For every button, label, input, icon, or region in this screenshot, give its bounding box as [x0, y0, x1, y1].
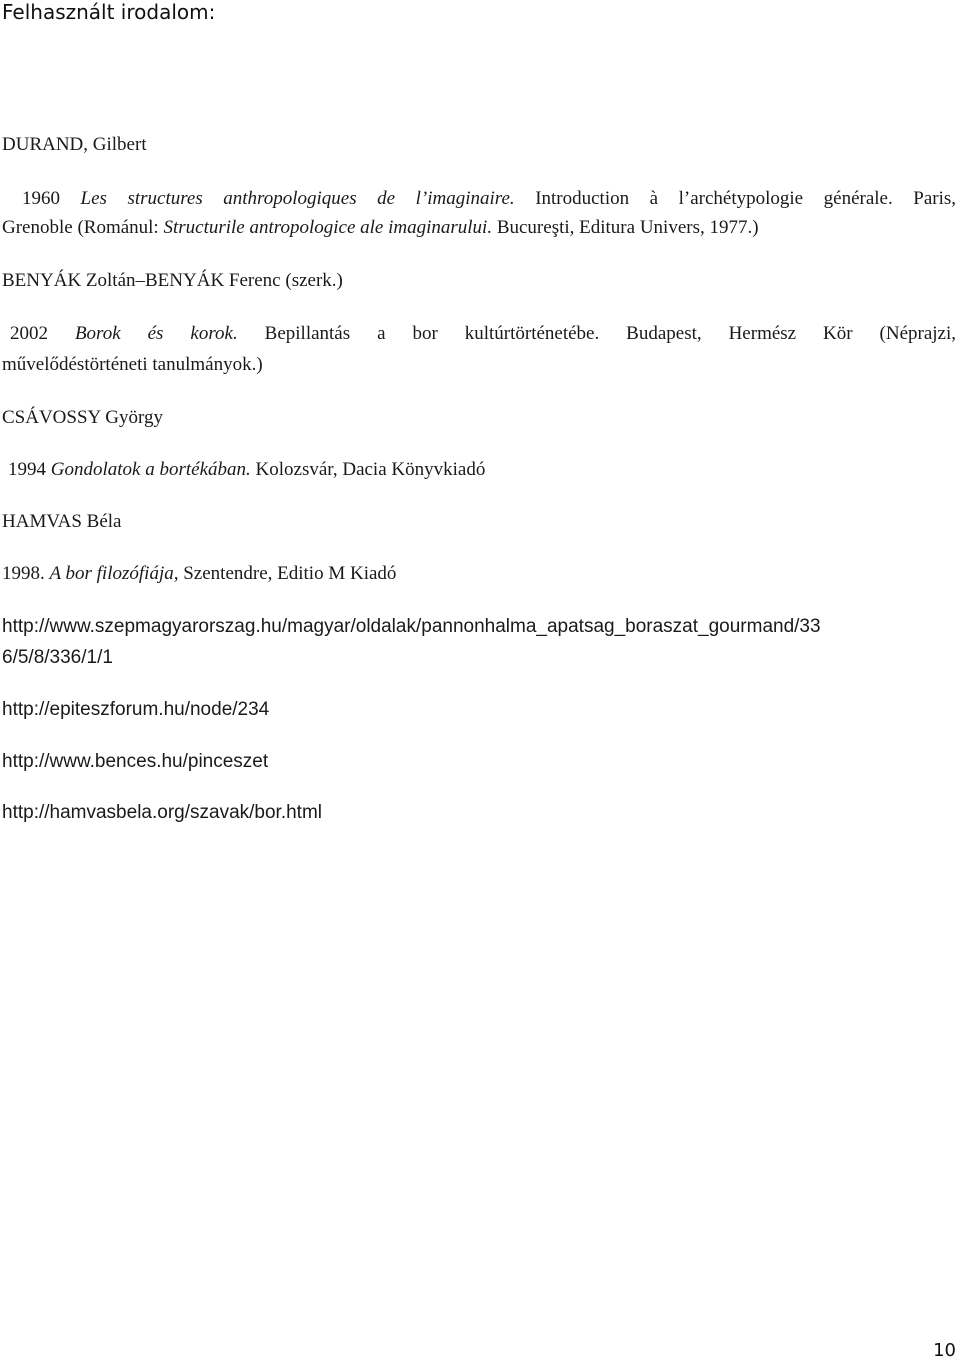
- reference-benyak-line2: művelődéstörténeti tanulmányok.): [2, 354, 263, 375]
- rest-durand-romanian: Bucureşti, Editura Univers, 1977.): [496, 217, 759, 238]
- year-csavossy: 1994: [8, 459, 46, 480]
- reference-durand-line2: [2, 217, 759, 239]
- reference-benyak-line1: [2, 323, 956, 345]
- rest-benyak: Bepillantás a bor kultúrtörténetébe. Budapest, Hermész Kör (Néprajzi,: [264, 323, 957, 344]
- author-durand: DURAND, Gilbert: [2, 134, 147, 155]
- reference-durand-line1: [2, 188, 956, 210]
- url-hamvasbela[interactable]: http://hamvasbela.org/szavak/bor.html: [2, 802, 322, 823]
- prefix-durand: Grenoble (Románul:: [2, 217, 159, 238]
- year-durand: 1960: [22, 188, 60, 209]
- rest-csavossy: Kolozsvár, Dacia Könyvkiadó: [255, 459, 486, 480]
- reference-hamvas: [2, 563, 396, 585]
- page-number: 10: [933, 1340, 956, 1361]
- rest-durand: Introduction à l’archétypologie générale. Paris,: [535, 188, 956, 209]
- title-durand: Les structures anthropologiques de l’imaginaire.: [80, 188, 515, 209]
- url-bences[interactable]: http://www.bences.hu/pinceszet: [2, 751, 269, 772]
- year-benyak: 2002: [10, 323, 48, 344]
- page-title: Felhasznált irodalom:: [2, 0, 216, 24]
- url-epiteszforum[interactable]: http://epiteszforum.hu/node/234: [2, 699, 270, 720]
- title-csavossy: Gondolatok a bortékában.: [50, 459, 251, 480]
- rest-hamvas: Szentendre, Editio M Kiadó: [183, 563, 397, 584]
- year-hamvas: 1998.: [2, 563, 45, 584]
- title-hamvas: A bor filozófiája,: [49, 563, 179, 584]
- reference-csavossy: [8, 459, 485, 481]
- author-hamvas: HAMVAS Béla: [2, 511, 122, 532]
- url-szepmagyarorszag-line1[interactable]: http://www.szepmagyarorszag.hu/magyar/oldalak/pannonhalma_apatsag_boraszat_gourmand/33: [2, 616, 821, 637]
- title-benyak: Borok és korok.: [74, 323, 238, 344]
- url-szepmagyarorszag-line2[interactable]: 6/5/8/336/1/1: [2, 647, 113, 668]
- author-csavossy: CSÁVOSSY György: [2, 407, 164, 428]
- title-durand-romanian: Structurile antropologice ale imaginarului.: [163, 217, 493, 238]
- author-benyak: BENYÁK Zoltán–BENYÁK Ferenc (szerk.): [2, 270, 343, 291]
